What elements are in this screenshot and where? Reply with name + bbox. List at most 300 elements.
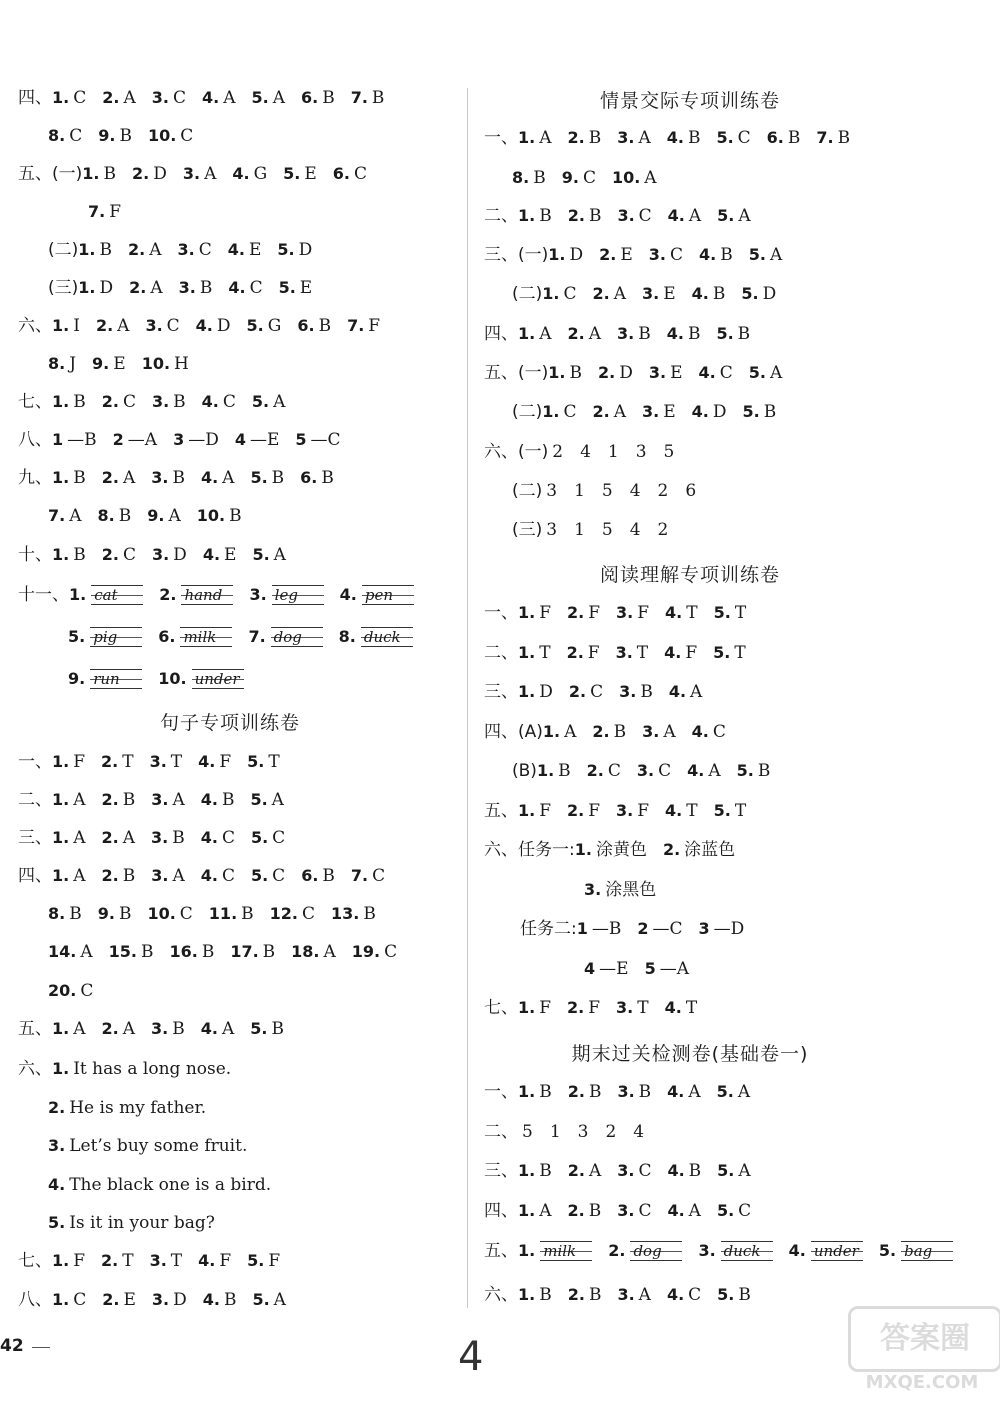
question-number: 3. bbox=[642, 722, 660, 741]
answer-item bbox=[518, 1199, 552, 1223]
answer-item bbox=[102, 543, 136, 567]
question-number: 10. bbox=[158, 669, 187, 688]
answer-value: A bbox=[273, 392, 286, 412]
question-number: 3. bbox=[151, 1019, 169, 1038]
answer-value: E bbox=[224, 545, 237, 565]
answer-item bbox=[548, 361, 582, 385]
answer-value: A bbox=[564, 722, 577, 742]
answer-value: B bbox=[172, 1019, 185, 1039]
question-number: 2. bbox=[95, 316, 114, 335]
answer-item bbox=[665, 601, 698, 625]
question-number: 1. bbox=[518, 324, 536, 343]
answer-value: B bbox=[122, 866, 136, 886]
answer-value: B bbox=[241, 904, 254, 924]
answer-item bbox=[148, 124, 193, 148]
answer-value: 涂蓝色 bbox=[684, 840, 736, 860]
answer-value: A bbox=[73, 1019, 86, 1039]
answer-item bbox=[251, 86, 285, 110]
answer-item bbox=[642, 400, 676, 424]
answer-value: D bbox=[569, 245, 584, 265]
answer-item bbox=[518, 322, 552, 346]
answer-value: B bbox=[539, 1082, 552, 1102]
answer-value: B bbox=[720, 245, 733, 265]
question-number: 2. bbox=[101, 392, 119, 411]
question-number: 5. bbox=[713, 801, 731, 820]
answer-item bbox=[249, 583, 323, 607]
question-number: 3. bbox=[151, 392, 170, 411]
answer-item bbox=[645, 957, 689, 981]
question-number: 5. bbox=[250, 866, 269, 885]
question-number: 4. bbox=[666, 128, 684, 147]
question-number: 4. bbox=[698, 363, 716, 382]
answer-value: E bbox=[113, 354, 126, 374]
answer-value: B bbox=[588, 206, 602, 226]
answer-item bbox=[518, 641, 551, 665]
answer-value: D bbox=[298, 240, 313, 260]
question-number: 3. bbox=[149, 1251, 167, 1270]
answer-item bbox=[617, 1199, 651, 1223]
answer-item bbox=[252, 543, 286, 567]
answer-value: C bbox=[198, 240, 212, 260]
answer-value: C bbox=[638, 1161, 652, 1181]
answer-item bbox=[196, 314, 231, 338]
answer-value: A bbox=[644, 168, 657, 188]
question-number: 5. bbox=[716, 1201, 735, 1220]
question-number: 5. bbox=[716, 128, 734, 147]
answer-value: B bbox=[140, 942, 154, 962]
answer-item bbox=[568, 1159, 602, 1183]
question-number: 1. bbox=[52, 545, 70, 564]
answer-row bbox=[512, 166, 673, 190]
answer-value: B bbox=[638, 1082, 652, 1102]
answer-item bbox=[649, 361, 683, 385]
question-number: 2. bbox=[567, 206, 585, 225]
question-number: 1. bbox=[52, 752, 70, 771]
answer-value: B bbox=[119, 126, 132, 146]
answer-item bbox=[692, 720, 726, 744]
question-number: 2. bbox=[592, 402, 610, 421]
answer-value: C bbox=[180, 126, 194, 146]
answer-item bbox=[577, 917, 622, 941]
answer-row: 五、1. A 2. A 3. B 4. A 5. B bbox=[18, 1019, 284, 1039]
answer-item bbox=[512, 166, 546, 190]
answer-row: 三、1. D 2. C 3. B 4. A bbox=[484, 682, 703, 702]
answer-value: C bbox=[122, 392, 136, 412]
question-number: 6. bbox=[158, 627, 176, 646]
answer-row: 二、1. T 2. F 3. T 4. F 5. T bbox=[484, 643, 746, 663]
answer-item bbox=[518, 680, 553, 704]
answer-item bbox=[716, 322, 750, 346]
question-number: 1. bbox=[518, 1241, 536, 1260]
answer-item bbox=[617, 322, 651, 346]
answer-item bbox=[198, 750, 231, 774]
answer-item bbox=[198, 1249, 231, 1273]
answer-item bbox=[518, 1159, 552, 1183]
question-number: 1. bbox=[52, 88, 70, 107]
answer-value: B bbox=[221, 790, 235, 810]
answer-value: A bbox=[122, 828, 135, 848]
answer-value: F bbox=[268, 1251, 281, 1271]
answer-item bbox=[52, 314, 80, 338]
answer-value: B bbox=[271, 468, 285, 488]
answer-value: B bbox=[588, 1285, 602, 1305]
answer-value: C bbox=[166, 316, 180, 336]
answer-item bbox=[48, 352, 76, 376]
answer-item bbox=[150, 1249, 183, 1273]
answer-value: —B bbox=[67, 430, 97, 450]
question-number: 2. bbox=[586, 761, 604, 780]
question-number: 5. bbox=[717, 1285, 735, 1304]
question-number: 9. bbox=[147, 506, 165, 525]
answer-item bbox=[669, 680, 703, 704]
question-number: 4. bbox=[202, 1290, 220, 1309]
column-divider bbox=[467, 88, 468, 1308]
question-number: 5. bbox=[748, 245, 766, 264]
question-number: 6. bbox=[300, 468, 318, 487]
answer-value: B bbox=[173, 392, 186, 412]
watermark-logo: 答案圈 bbox=[848, 1306, 1000, 1372]
answer-item bbox=[692, 282, 726, 306]
answer-item bbox=[102, 390, 136, 414]
answer-item bbox=[741, 282, 776, 306]
question-number: 5. bbox=[250, 790, 268, 809]
answer-value: E bbox=[663, 284, 676, 304]
answer-item bbox=[598, 361, 633, 385]
answer-item bbox=[575, 838, 647, 862]
question-number: 5. bbox=[878, 1241, 897, 1260]
answer-row: 一、1. F 2. F 3. F 4. T 5. T bbox=[484, 603, 747, 623]
question-number: 7. bbox=[88, 202, 106, 221]
answer-row: (二)1. C 2. A 3. E 4. B 5. D bbox=[512, 284, 777, 304]
answer-value: T bbox=[637, 998, 649, 1018]
question-number: 3. bbox=[636, 761, 655, 780]
answer-item bbox=[568, 204, 602, 228]
answer-value: E bbox=[123, 1290, 136, 1310]
answer-item bbox=[617, 126, 651, 150]
answer-value: B bbox=[318, 316, 332, 336]
answer-value: B bbox=[118, 506, 132, 526]
answer-value: A bbox=[688, 1082, 701, 1102]
answer-value: E bbox=[299, 278, 313, 298]
answer-value: A bbox=[168, 506, 181, 526]
question-number: 5. bbox=[250, 1019, 268, 1038]
question-number: 2. bbox=[567, 603, 585, 622]
answer-value: B bbox=[321, 468, 334, 488]
question-number: 4. bbox=[227, 240, 245, 259]
answer-value: A bbox=[73, 866, 86, 886]
answer-item bbox=[568, 1283, 602, 1307]
answer-value: D bbox=[153, 164, 167, 184]
question-number: 5. bbox=[716, 1082, 734, 1101]
answer-item bbox=[52, 543, 86, 567]
answer-row: 十、1. B 2. C 3. D 4. E 5. A bbox=[18, 545, 286, 565]
question-number: 9. bbox=[561, 168, 579, 187]
answer-row bbox=[48, 902, 392, 926]
answer-item bbox=[568, 1199, 602, 1223]
question-number: 2. bbox=[567, 1285, 585, 1304]
question-number: 1. bbox=[548, 245, 566, 264]
answer-item bbox=[68, 667, 142, 691]
answer-item bbox=[48, 124, 82, 148]
answer-value: C bbox=[712, 722, 726, 742]
answer-item bbox=[351, 864, 385, 888]
question-number: 5. bbox=[68, 627, 86, 646]
answer-item bbox=[667, 1080, 701, 1104]
answer-item bbox=[101, 750, 134, 774]
answer-row: 八、1. C 2. E 3. D 4. B 5. A bbox=[18, 1290, 286, 1310]
answer-value: B bbox=[199, 278, 213, 298]
answer-item bbox=[128, 238, 162, 262]
answer-value: B bbox=[172, 828, 185, 848]
answer-item bbox=[88, 200, 121, 224]
answer-value: F bbox=[587, 643, 600, 663]
answer-value: T bbox=[686, 801, 698, 821]
answer-item bbox=[102, 864, 136, 888]
answer-item bbox=[542, 282, 576, 306]
question-number: 5. bbox=[251, 392, 270, 411]
question-number: 2. bbox=[101, 752, 119, 771]
answer-item bbox=[692, 400, 727, 424]
question-number: 4. bbox=[667, 206, 685, 225]
question-number: 2. bbox=[129, 278, 147, 297]
answer-item bbox=[333, 162, 367, 186]
answer-item bbox=[339, 625, 413, 649]
answer-item bbox=[78, 276, 113, 300]
answer-value: A bbox=[273, 1290, 286, 1310]
answer-item bbox=[152, 1288, 187, 1312]
answer-value: D bbox=[99, 278, 114, 298]
question-number: 4. bbox=[339, 585, 357, 604]
answer-item bbox=[169, 940, 214, 964]
question-number: 1. bbox=[518, 128, 536, 147]
question-number: 3. bbox=[617, 1082, 635, 1101]
answer-item bbox=[518, 204, 552, 228]
answer-item bbox=[592, 720, 626, 744]
question-number: 4. bbox=[202, 545, 221, 564]
answer-item bbox=[667, 1283, 701, 1307]
question-number: 1. bbox=[82, 164, 100, 183]
answer-row: 十一、1. cat 2. hand 3. leg 4. pen bbox=[18, 583, 430, 607]
answer-item bbox=[617, 204, 651, 228]
answer-value: C bbox=[80, 981, 94, 1001]
answer-value: 涂黄色 bbox=[595, 840, 647, 860]
answer-item bbox=[203, 543, 237, 567]
answer-item bbox=[665, 799, 698, 823]
answer-item bbox=[151, 864, 185, 888]
question-number: 1. bbox=[518, 206, 536, 225]
answer-row bbox=[48, 352, 205, 376]
answer-row: 六、(一) 2 4 1 3 5 bbox=[484, 442, 675, 462]
question-number: 2. bbox=[592, 284, 610, 303]
answer-item bbox=[52, 826, 86, 850]
watermark-url: MXQE.COM bbox=[865, 1372, 979, 1393]
question-number: 3. bbox=[648, 245, 666, 264]
answer-item bbox=[102, 826, 136, 850]
question-number: 3. bbox=[178, 278, 196, 297]
answer-value: C bbox=[221, 828, 235, 848]
question-number: 9. bbox=[97, 904, 115, 923]
answer-item bbox=[767, 126, 801, 150]
question-number: 2. bbox=[662, 840, 681, 859]
question-number: 2. bbox=[567, 1082, 585, 1101]
answer-value: D bbox=[619, 363, 633, 383]
question-number: 4. bbox=[200, 790, 218, 809]
answer-value: B bbox=[73, 545, 86, 565]
question-number: 5. bbox=[736, 761, 754, 780]
answer-item bbox=[96, 314, 130, 338]
answer-value: F bbox=[73, 1251, 86, 1271]
answer-item bbox=[717, 204, 751, 228]
answer-item bbox=[151, 788, 185, 812]
answer-item bbox=[248, 625, 322, 649]
question-number: 1. bbox=[518, 1161, 536, 1180]
answer-value: —E bbox=[599, 959, 629, 979]
answer-item bbox=[717, 1080, 751, 1104]
handwritten-answer: leg bbox=[272, 585, 324, 605]
page-number-dash bbox=[32, 1347, 50, 1348]
answer-item bbox=[203, 1288, 237, 1312]
answer-value: A bbox=[149, 240, 162, 260]
answer-item bbox=[113, 428, 157, 452]
answer-item bbox=[247, 750, 280, 774]
answer-item bbox=[295, 428, 340, 452]
question-number: 13. bbox=[331, 904, 360, 923]
answer-row: 3. Let’s buy some fruit. bbox=[48, 1136, 248, 1156]
answer-item bbox=[152, 390, 186, 414]
answer-row: 八、1 —B 2 —A 3 —D 4 —E 5 —C bbox=[18, 430, 341, 450]
answer-item bbox=[749, 361, 783, 385]
answer-item bbox=[584, 878, 656, 902]
answer-value: B bbox=[757, 761, 771, 781]
answer-item bbox=[714, 799, 747, 823]
answer-value: T bbox=[170, 1251, 183, 1271]
answer-value: B bbox=[172, 468, 185, 488]
answer-value: —B bbox=[591, 919, 622, 939]
answer-value: A bbox=[223, 88, 236, 108]
answer-row bbox=[88, 200, 137, 224]
answer-value: A bbox=[172, 866, 185, 886]
question-number: 4. bbox=[200, 1019, 218, 1038]
answer-value: T bbox=[122, 752, 134, 772]
answer-value: A bbox=[769, 363, 783, 383]
question-number: 8. bbox=[512, 168, 530, 187]
answer-item bbox=[749, 243, 783, 267]
answer-item bbox=[52, 788, 86, 812]
answer-value: T bbox=[686, 603, 698, 623]
answer-item bbox=[159, 583, 233, 607]
answer-value: —C bbox=[310, 430, 341, 450]
handwritten-answer: hand bbox=[181, 585, 233, 605]
answer-item bbox=[235, 428, 280, 452]
answer-item bbox=[642, 720, 676, 744]
question-number: 8. bbox=[97, 506, 115, 525]
answer-value: C bbox=[719, 363, 733, 383]
answer-value: B bbox=[738, 1285, 751, 1305]
answer-item bbox=[277, 238, 312, 262]
answer-value: F bbox=[539, 801, 552, 821]
answer-item bbox=[518, 126, 552, 150]
answer-value: A bbox=[172, 790, 185, 810]
answer-item bbox=[68, 625, 142, 649]
question-number: 7. bbox=[48, 506, 66, 525]
answer-item bbox=[183, 162, 217, 186]
handwritten-answer: run bbox=[90, 669, 142, 689]
question-number: 5 bbox=[644, 959, 656, 978]
answer-item bbox=[252, 390, 286, 414]
answer-item bbox=[698, 1239, 772, 1263]
answer-row: 七、1. F 2. T 3. T 4. F 5. F bbox=[18, 1251, 281, 1271]
answer-value: —D bbox=[188, 430, 219, 450]
answer-item bbox=[98, 504, 132, 528]
question-number: 4. bbox=[228, 278, 246, 297]
answer-item bbox=[101, 1249, 134, 1273]
answer-item bbox=[109, 940, 154, 964]
answer-value: A bbox=[222, 468, 235, 488]
answer-value: A bbox=[273, 545, 286, 565]
answer-item bbox=[743, 400, 777, 424]
answer-value: A bbox=[122, 468, 136, 488]
answer-value: B bbox=[569, 363, 582, 383]
handwritten-answer: pen bbox=[362, 585, 414, 605]
question-number: 5. bbox=[717, 206, 735, 225]
answer-item bbox=[543, 720, 577, 744]
answer-value: C bbox=[738, 1201, 752, 1221]
answer-value: A bbox=[123, 88, 136, 108]
question-number: 3. bbox=[151, 468, 169, 487]
question-number: 1. bbox=[548, 363, 566, 382]
question-number: 7. bbox=[350, 88, 368, 107]
answer-item bbox=[301, 864, 335, 888]
question-number: 4. bbox=[687, 761, 705, 780]
question-number: 5. bbox=[252, 1290, 270, 1309]
answer-value: J bbox=[69, 354, 77, 374]
answer-item bbox=[569, 680, 603, 704]
answer-item bbox=[247, 1249, 280, 1273]
answer-value: E bbox=[670, 363, 683, 383]
answer-value: C bbox=[590, 682, 604, 702]
question-number: 1. bbox=[52, 866, 70, 885]
question-number: 5 bbox=[295, 430, 307, 449]
answer-value: G bbox=[253, 164, 268, 184]
answer-value: B bbox=[687, 324, 701, 344]
answer-value: A bbox=[613, 284, 626, 304]
answer-item bbox=[158, 625, 232, 649]
answer-value: A bbox=[539, 324, 552, 344]
answer-value: B bbox=[99, 240, 112, 260]
answer-item bbox=[699, 243, 733, 267]
answer-item bbox=[667, 1159, 701, 1183]
answer-item bbox=[649, 243, 683, 267]
question-number: 3. bbox=[584, 880, 602, 899]
answer-value: T bbox=[734, 643, 746, 663]
answer-item bbox=[301, 86, 335, 110]
question-number: 5. bbox=[251, 88, 269, 107]
answer-value: A bbox=[150, 278, 163, 298]
answer-item bbox=[52, 390, 86, 414]
answer-item bbox=[663, 838, 735, 862]
answer-item bbox=[716, 126, 750, 150]
question-number: 3. bbox=[642, 284, 660, 303]
answer-row: 七、1. F 2. F 3. T 4. T bbox=[484, 998, 698, 1018]
answer-value: B bbox=[539, 1161, 552, 1181]
answer-row bbox=[584, 878, 672, 902]
answer-item bbox=[616, 641, 649, 665]
question-number: 11. bbox=[208, 904, 238, 923]
answer-value: —C bbox=[652, 919, 683, 939]
question-number: 3. bbox=[616, 603, 634, 622]
answer-item bbox=[48, 979, 93, 1003]
watermark bbox=[848, 1306, 996, 1402]
